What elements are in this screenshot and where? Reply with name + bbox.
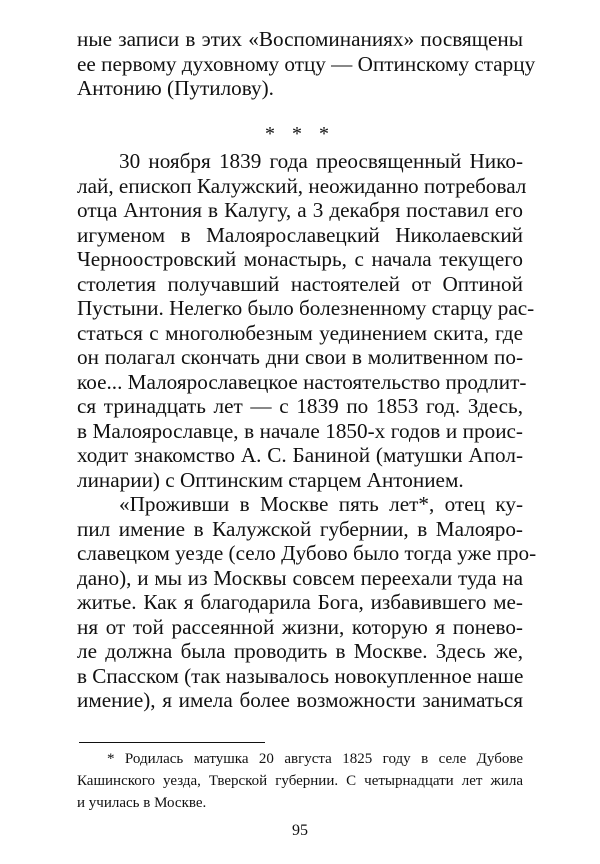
text-line: в Малоярославце, в начале 1850-х годов и проис- bbox=[77, 418, 523, 443]
text-line: пил имение в Калужской губернии, в Малояро- bbox=[77, 516, 523, 541]
text-line: лай, епископ Калужский, неожиданно потребовал bbox=[77, 173, 527, 198]
text-line: ходит знакомство А. С. Баниной (матушки Апол- bbox=[77, 443, 523, 467]
paragraph-2 bbox=[77, 492, 537, 713]
text-line: Пустыни. Нелегко было болезненному старцу рас- bbox=[77, 296, 535, 320]
page-number: 95 bbox=[292, 822, 308, 839]
text-line: ее первому духовному отцу — Оптинскому старцу bbox=[77, 51, 536, 76]
text-line: «Проживши в Москве пять лет*, отец ку- bbox=[119, 492, 523, 516]
text-line: житье. Как я благодарила Бога, избавившего ме- bbox=[77, 590, 523, 614]
footnote-rule bbox=[79, 742, 265, 743]
text-line: он полагал скончать дни свои в молитвенном по- bbox=[77, 345, 523, 369]
footnote-line: * Родилась матушка 20 августа 1825 году в селе Дубове bbox=[107, 751, 523, 767]
text-line: ся тринадцать лет — с 1839 по 1853 год. Здесь, bbox=[77, 394, 523, 418]
text-line: отца Антония в Калугу, а 3 декабря поставил его bbox=[77, 198, 523, 222]
text-line: Антонию (Путилову). bbox=[77, 76, 274, 100]
text-line: в Спасском (так называлось новокупленное наше bbox=[77, 663, 524, 688]
section-separator: * * * bbox=[265, 123, 335, 145]
text-line: ня от той рассеянной жизни, которую я понево- bbox=[77, 614, 523, 639]
page-body bbox=[77, 27, 537, 712]
text-line: 30 ноября 1839 года преосвященный Нико- bbox=[119, 149, 523, 173]
paragraph-1 bbox=[77, 149, 535, 492]
footnote-line: и училась в Москве. bbox=[77, 795, 207, 811]
text-line: линарии) с Оптинским старцем Антонием. bbox=[77, 467, 464, 492]
text-line: столетия получавший настоятелей от Оптиной bbox=[77, 271, 523, 296]
text-line: славецком уезде (село Дубово было тогда уже про- bbox=[77, 541, 537, 565]
footnote bbox=[77, 748, 523, 814]
text-line: ные записи в этих «Воспоминаниях» посвящены bbox=[77, 27, 523, 51]
text-line: статься с многолюбезным уединением скита, где bbox=[77, 320, 523, 345]
footnote-line: Кашинского уезда, Тверской губернии. С четырнадцати лет жила bbox=[77, 773, 523, 789]
text-line: имение), я имела более возможности заниматься bbox=[77, 688, 523, 712]
text-line: Черноостровский монастырь, с начала текущего bbox=[77, 247, 523, 271]
top-paragraph bbox=[77, 27, 536, 101]
text-line: игуменом в Малоярославецкий Николаевский bbox=[77, 222, 523, 247]
text-line: ле должна была проводить в Москве. Здесь же, bbox=[77, 639, 523, 663]
text-line: кое... Малоярославецкое настоятельство продлит- bbox=[77, 369, 527, 394]
text-line: дано), и мы из Москвы совсем переехали туда на bbox=[77, 565, 523, 590]
